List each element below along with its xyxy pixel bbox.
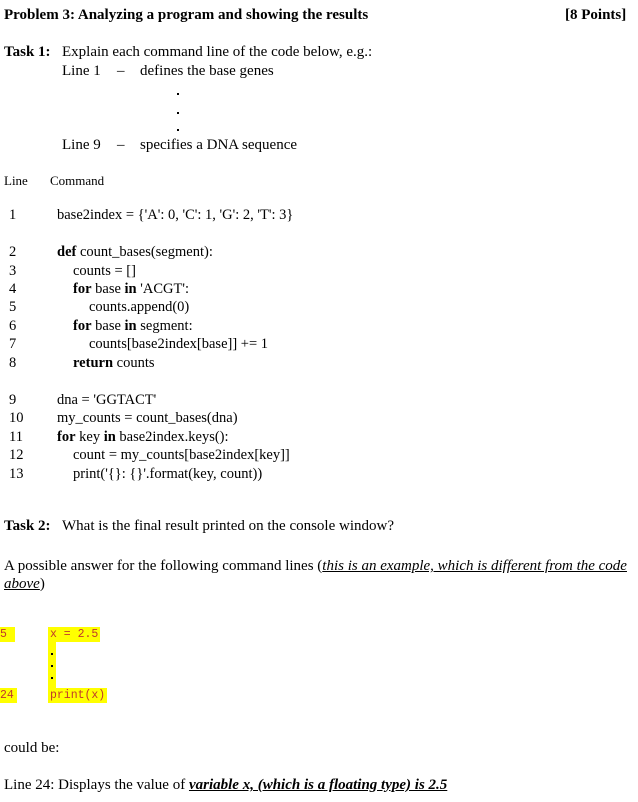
code-line-number: 5 [9,299,17,315]
code-line-number: 2 [9,244,17,260]
answer-intro-emphasis: this is an example, which is different from the code above [4,558,627,592]
code-keyword: for [57,429,76,445]
example-line9-desc: specifies a DNA sequence [140,137,298,153]
ellipsis-dot [177,129,179,131]
code-line-number: 3 [9,263,17,279]
example-line1-num: Line 1 [62,63,101,79]
example-line1-desc: defines the base genes [140,63,274,79]
points-label: [8 Points] [565,7,627,23]
code-line-number: 6 [9,318,17,334]
code-line [73,281,189,298]
code-line-number: 4 [9,281,17,297]
code-text: 'ACGT': [136,281,189,297]
code-line-number: 9 [9,392,17,408]
code-text: my_counts = count_bases(dna) [57,410,238,426]
code-line [73,466,262,483]
code-keyword: return [73,355,114,371]
code-line [89,299,189,316]
code-line [57,392,156,409]
code-line [73,318,193,335]
ellipsis-dot [51,677,53,679]
code-text: base2index = {'A': 0, 'C': 1, 'G': 2, 'T': 3} [57,207,294,223]
code-line [73,263,136,280]
example-code-line: x = 2.5 [50,628,99,641]
code-text: count_bases(segment): [76,244,213,260]
code-line-number: 7 [9,336,17,352]
ellipsis-dot [51,665,53,667]
code-line-number: 10 [9,410,24,426]
code-line-number: 11 [9,429,23,445]
example-line9-dash: – [117,137,125,153]
example-code-line: print(x) [50,689,106,702]
task1-text: Explain each command line of the code below, e.g.: [62,44,373,60]
code-text: base [91,281,125,297]
ellipsis-dot [177,93,179,95]
code-text: print('{}: {}'.format(key, count)) [73,466,263,482]
code-keyword: in [103,429,116,445]
code-text: counts [113,355,155,371]
code-text: segment: [136,318,193,334]
code-text: base [91,318,125,334]
code-text: counts[base2index[base]] += 1 [89,336,269,352]
answer-intro: A possible answer for the following command lines (this is an example, which is different from the code above) [4,558,627,592]
example-line1-dash: – [117,63,125,79]
code-text: key [75,429,104,445]
code-text: dna = 'GGTACT' [57,392,157,408]
problem-title: Problem 3: Analyzing a program and showing the results [4,7,369,23]
code-line [73,447,290,464]
example-line9-num: Line 9 [62,137,101,153]
column-header-command: Command [50,173,105,188]
final-answer-emphasis: variable x, (which is a floating type) is 2.5 [188,777,448,793]
code-line-number: 13 [9,466,24,482]
final-answer: Line 24: Displays the value of variable x, (which is a floating type) is 2.5 [4,777,448,793]
code-line-number: 12 [9,447,24,463]
ellipsis-dot [51,653,53,655]
code-text: count = my_counts[base2index[key]] [73,447,290,463]
code-line [73,355,155,372]
code-line [57,244,213,261]
code-keyword: for [73,281,92,297]
could-be-text: could be: [4,740,60,756]
task2-text: What is the final result printed on the console window? [62,518,394,534]
code-text: base2index.keys(): [115,429,229,445]
example-line-number: 5 [0,627,15,642]
code-text: counts = [] [73,263,136,279]
code-line-number: 8 [9,355,17,371]
example-line-number: 24 [0,688,17,703]
code-line [89,336,268,353]
ellipsis-dot [177,112,179,114]
code-line [57,410,238,427]
code-keyword: in [124,318,137,334]
task1-label: Task 1: [4,44,51,60]
code-line [57,429,229,446]
code-keyword: for [73,318,92,334]
code-keyword: in [124,281,137,297]
code-line [57,207,293,224]
task2-label: Task 2: [4,518,51,534]
code-keyword: def [57,244,77,260]
code-line-number: 1 [9,207,17,223]
code-text: counts.append(0) [89,299,190,315]
column-header-line: Line [4,173,28,188]
